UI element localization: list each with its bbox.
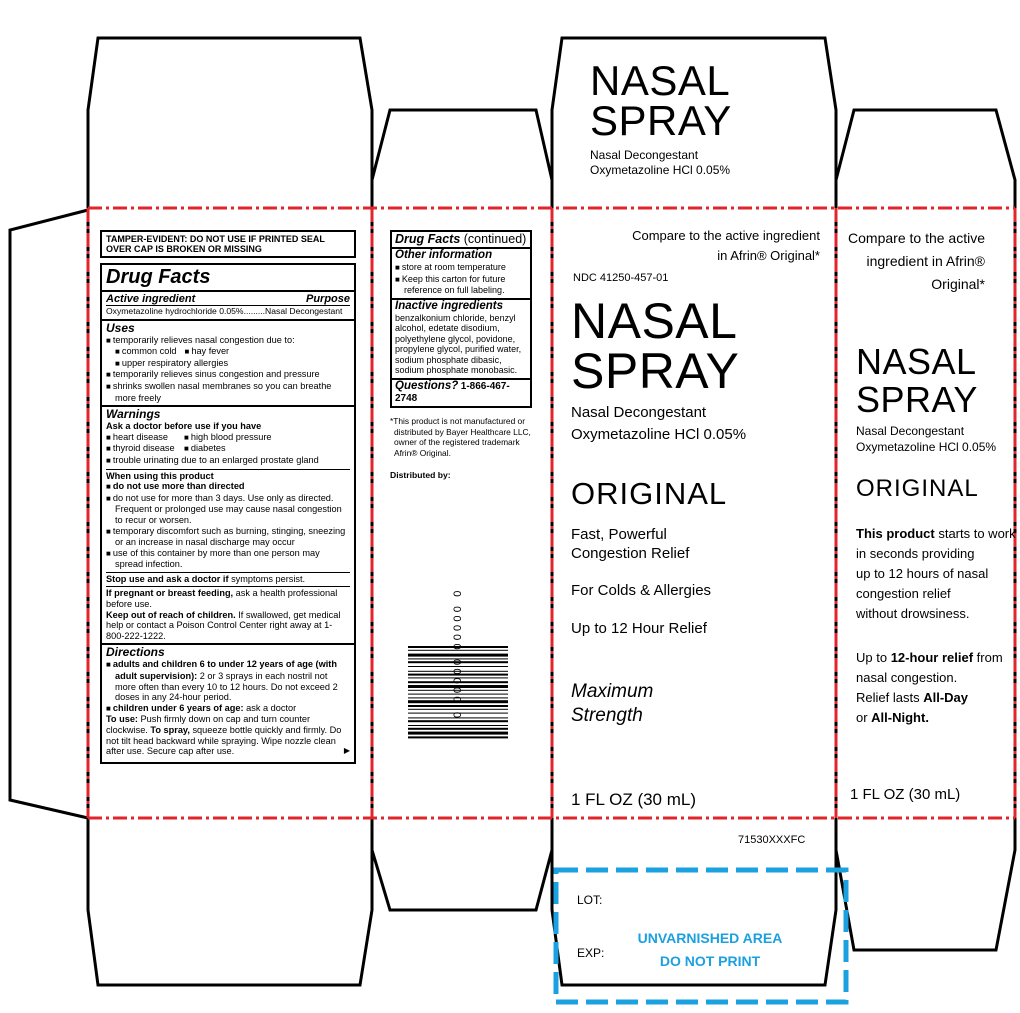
active-ingredient-label: Active ingredient — [106, 293, 196, 305]
front-title-line2: SPRAY — [571, 343, 740, 399]
side-paragraph-1: This product starts to work in seconds providing up to 12 hours of nasal congestion relief without drowsiness. — [856, 526, 1016, 621]
other-info-heading: Other information — [395, 249, 493, 261]
tamper-evident-notice: TAMPER-EVIDENT: DO NOT USE IF PRINTED SEAL OVER CAP IS BROKEN OR MISSING — [100, 230, 356, 258]
other-info-item: ■ Keep this carton for future reference on full labeling. — [395, 274, 527, 296]
uses-item: ■ shrinks swollen nasal membranes so you can breathe more freely — [106, 381, 350, 403]
uses-heading: Uses — [106, 320, 135, 335]
bottom-flap-1 — [88, 818, 372, 985]
warnings-heading: Warnings — [106, 407, 161, 422]
questions-heading: Questions? — [395, 379, 459, 392]
directions-heading: Directions — [106, 645, 165, 660]
directions-item: ■ adults and children 6 to under 12 years of age (with adult supervision): 2 or 3 sprays in each nostril not more often than every 10 to 12 hours. Do not exceed 2 doses in any 24-hour period. — [106, 659, 350, 702]
active-ingredient-line: Oxymetazoline hydrochloride 0.05%.........Nasal Decongestant — [106, 306, 343, 316]
top-flap-4 — [836, 110, 1015, 205]
distributed-by: Distributed by: — [390, 470, 451, 480]
front-title-line1: NASAL — [571, 293, 738, 349]
side-title-line1: NASAL — [856, 341, 977, 382]
stop-use-line: Stop use and ask a doctor if symptoms persist. — [106, 572, 350, 585]
top-flap-sub2: Oxymetazoline HCl 0.05% — [590, 163, 731, 177]
drug-facts-box — [100, 263, 356, 764]
side-sub2: Oxymetazoline HCl 0.05% — [856, 440, 997, 454]
ndc-number: NDC 41250-457-01 — [573, 272, 669, 284]
continued-title: Drug Facts — [395, 232, 461, 246]
front-compare-line1: Compare to the active ingredient — [632, 228, 820, 243]
directions-item: ■ children under 6 years of age: ask a doctor — [106, 703, 350, 715]
when-using-item: ■ use of this container by more than one person may spread infection. — [106, 548, 350, 570]
warning-item: ■ high blood pressure — [184, 432, 272, 444]
questions-phone: 1-866-467-2748 — [395, 380, 510, 404]
when-using-item: ■ do not use for more than 3 days. Use only as directed. Frequent or prolonged use may cause nasal congestion to recur or worsen. — [106, 493, 350, 526]
glue-flap — [10, 210, 88, 818]
drug-facts-title: Drug Facts — [102, 265, 354, 292]
keep-out-of-reach-line: Keep out of reach of children. If swallowed, get medical help or contact a Poison Control Center right away at 1-800-222-1222. — [106, 609, 341, 641]
when-using-item: ■ do not use more than directed — [106, 481, 350, 493]
when-using-heading: When using this product — [106, 469, 350, 482]
top-flap-2 — [372, 110, 552, 205]
purpose-label: Purpose — [305, 293, 350, 305]
uses-subitem: ■ hay fever — [184, 346, 229, 358]
top-flap-1 — [88, 38, 372, 205]
drug-facts-panel — [100, 230, 356, 764]
barcode-digits: 0 00000 00000 0 — [452, 587, 464, 718]
front-compare-line2: in Afrin® Original* — [717, 248, 820, 263]
front-claim3: Up to 12 Hour Relief — [571, 620, 707, 637]
side-paragraph-2: Up to 12-hour relief from nasal congestion. Relief lasts All-Day or All-Night. — [856, 650, 1003, 725]
inactive-ingredients-text: benzalkonium chloride, benzyl alcohol, edetate disodium, polyethylene glycol, povidone, propylene glycol, purified water, sodium phosphate dibasic, sodium phosphate monobasic. — [395, 312, 522, 375]
uses-item: ■ temporarily relieves nasal congestion due to: — [106, 335, 350, 347]
front-claim2: For Colds & Allergies — [571, 582, 712, 599]
lot-label: LOT: — [577, 893, 603, 907]
front-claim1b: Congestion Relief — [571, 545, 690, 562]
other-info-item: ■ store at room temperature — [395, 262, 527, 274]
warning-item: ■ trouble urinating due to an enlarged prostate gland — [106, 455, 350, 467]
warning-item: ■ diabetes — [184, 443, 226, 455]
side-compare-line1: Compare to the active — [848, 230, 985, 246]
bottom-flap-2 — [372, 818, 552, 910]
pregnancy-line: If pregnant or breast feeding, ask a health professional before use. — [106, 586, 350, 609]
side-title-line2: SPRAY — [856, 379, 978, 420]
front-strength2: Strength — [571, 705, 643, 726]
front-strength1: Maximum — [571, 681, 654, 702]
inactive-heading: Inactive ingredients — [395, 299, 504, 312]
disclaimer-text: *This product is not manufactured or distributed by Bayer Healthcare LLC, owner of the registered trademark Afrin® Original. — [390, 416, 531, 458]
front-size: 1 FL OZ (30 mL) — [571, 790, 697, 809]
uses-subitem: ■ upper respiratory allergies — [106, 358, 350, 370]
side-size: 1 FL OZ (30 mL) — [850, 786, 961, 803]
warning-item: ■ heart disease — [106, 432, 176, 444]
side-sub1: Nasal Decongestant — [856, 424, 965, 438]
side-compare-line3: Original* — [931, 276, 985, 292]
front-original: ORIGINAL — [571, 476, 728, 511]
top-flap-sub1: Nasal Decongestant — [590, 148, 699, 162]
product-code: 71530XXXFC — [738, 834, 806, 846]
continue-arrow-icon: ▶ — [343, 746, 350, 756]
front-claim1a: Fast, Powerful — [571, 526, 667, 543]
side-compare-line2: ingredient in Afrin® — [866, 253, 985, 269]
drug-facts-continued-panel — [390, 230, 532, 481]
ask-doctor-heading: Ask a doctor before use if you have — [106, 421, 262, 432]
continued-suffix: (continued) — [460, 232, 527, 246]
unvarnished-label-line1: UNVARNISHED AREA — [637, 930, 783, 946]
when-using-item: ■ temporary discomfort such as burning, stinging, sneezing or an increase in nasal discharge may occur — [106, 526, 350, 548]
front-sub1: Nasal Decongestant — [571, 404, 707, 421]
to-use-text: To use: Push firmly down on cap and turn counter clockwise. To spray, squeeze bottle quickly and firmly. Do not tilt head backward while spraying. Wipe nozzle clean after use. Secure cap after use. ▶ — [106, 714, 350, 757]
bottom-flap-4 — [836, 818, 1015, 950]
top-flap-title-line2: SPRAY — [590, 97, 732, 144]
side-original: ORIGINAL — [856, 475, 979, 502]
uses-subitem: ■ common cold — [115, 346, 176, 358]
warning-item: ■ thyroid disease — [106, 443, 176, 455]
exp-label: EXP: — [577, 946, 605, 960]
top-flap-title-line1: NASAL — [590, 57, 731, 104]
unvarnished-label-line2: DO NOT PRINT — [659, 953, 761, 969]
uses-item: ■ temporarily relieves sinus congestion and pressure — [106, 369, 350, 381]
front-sub2: Oxymetazoline HCl 0.05% — [571, 426, 747, 443]
